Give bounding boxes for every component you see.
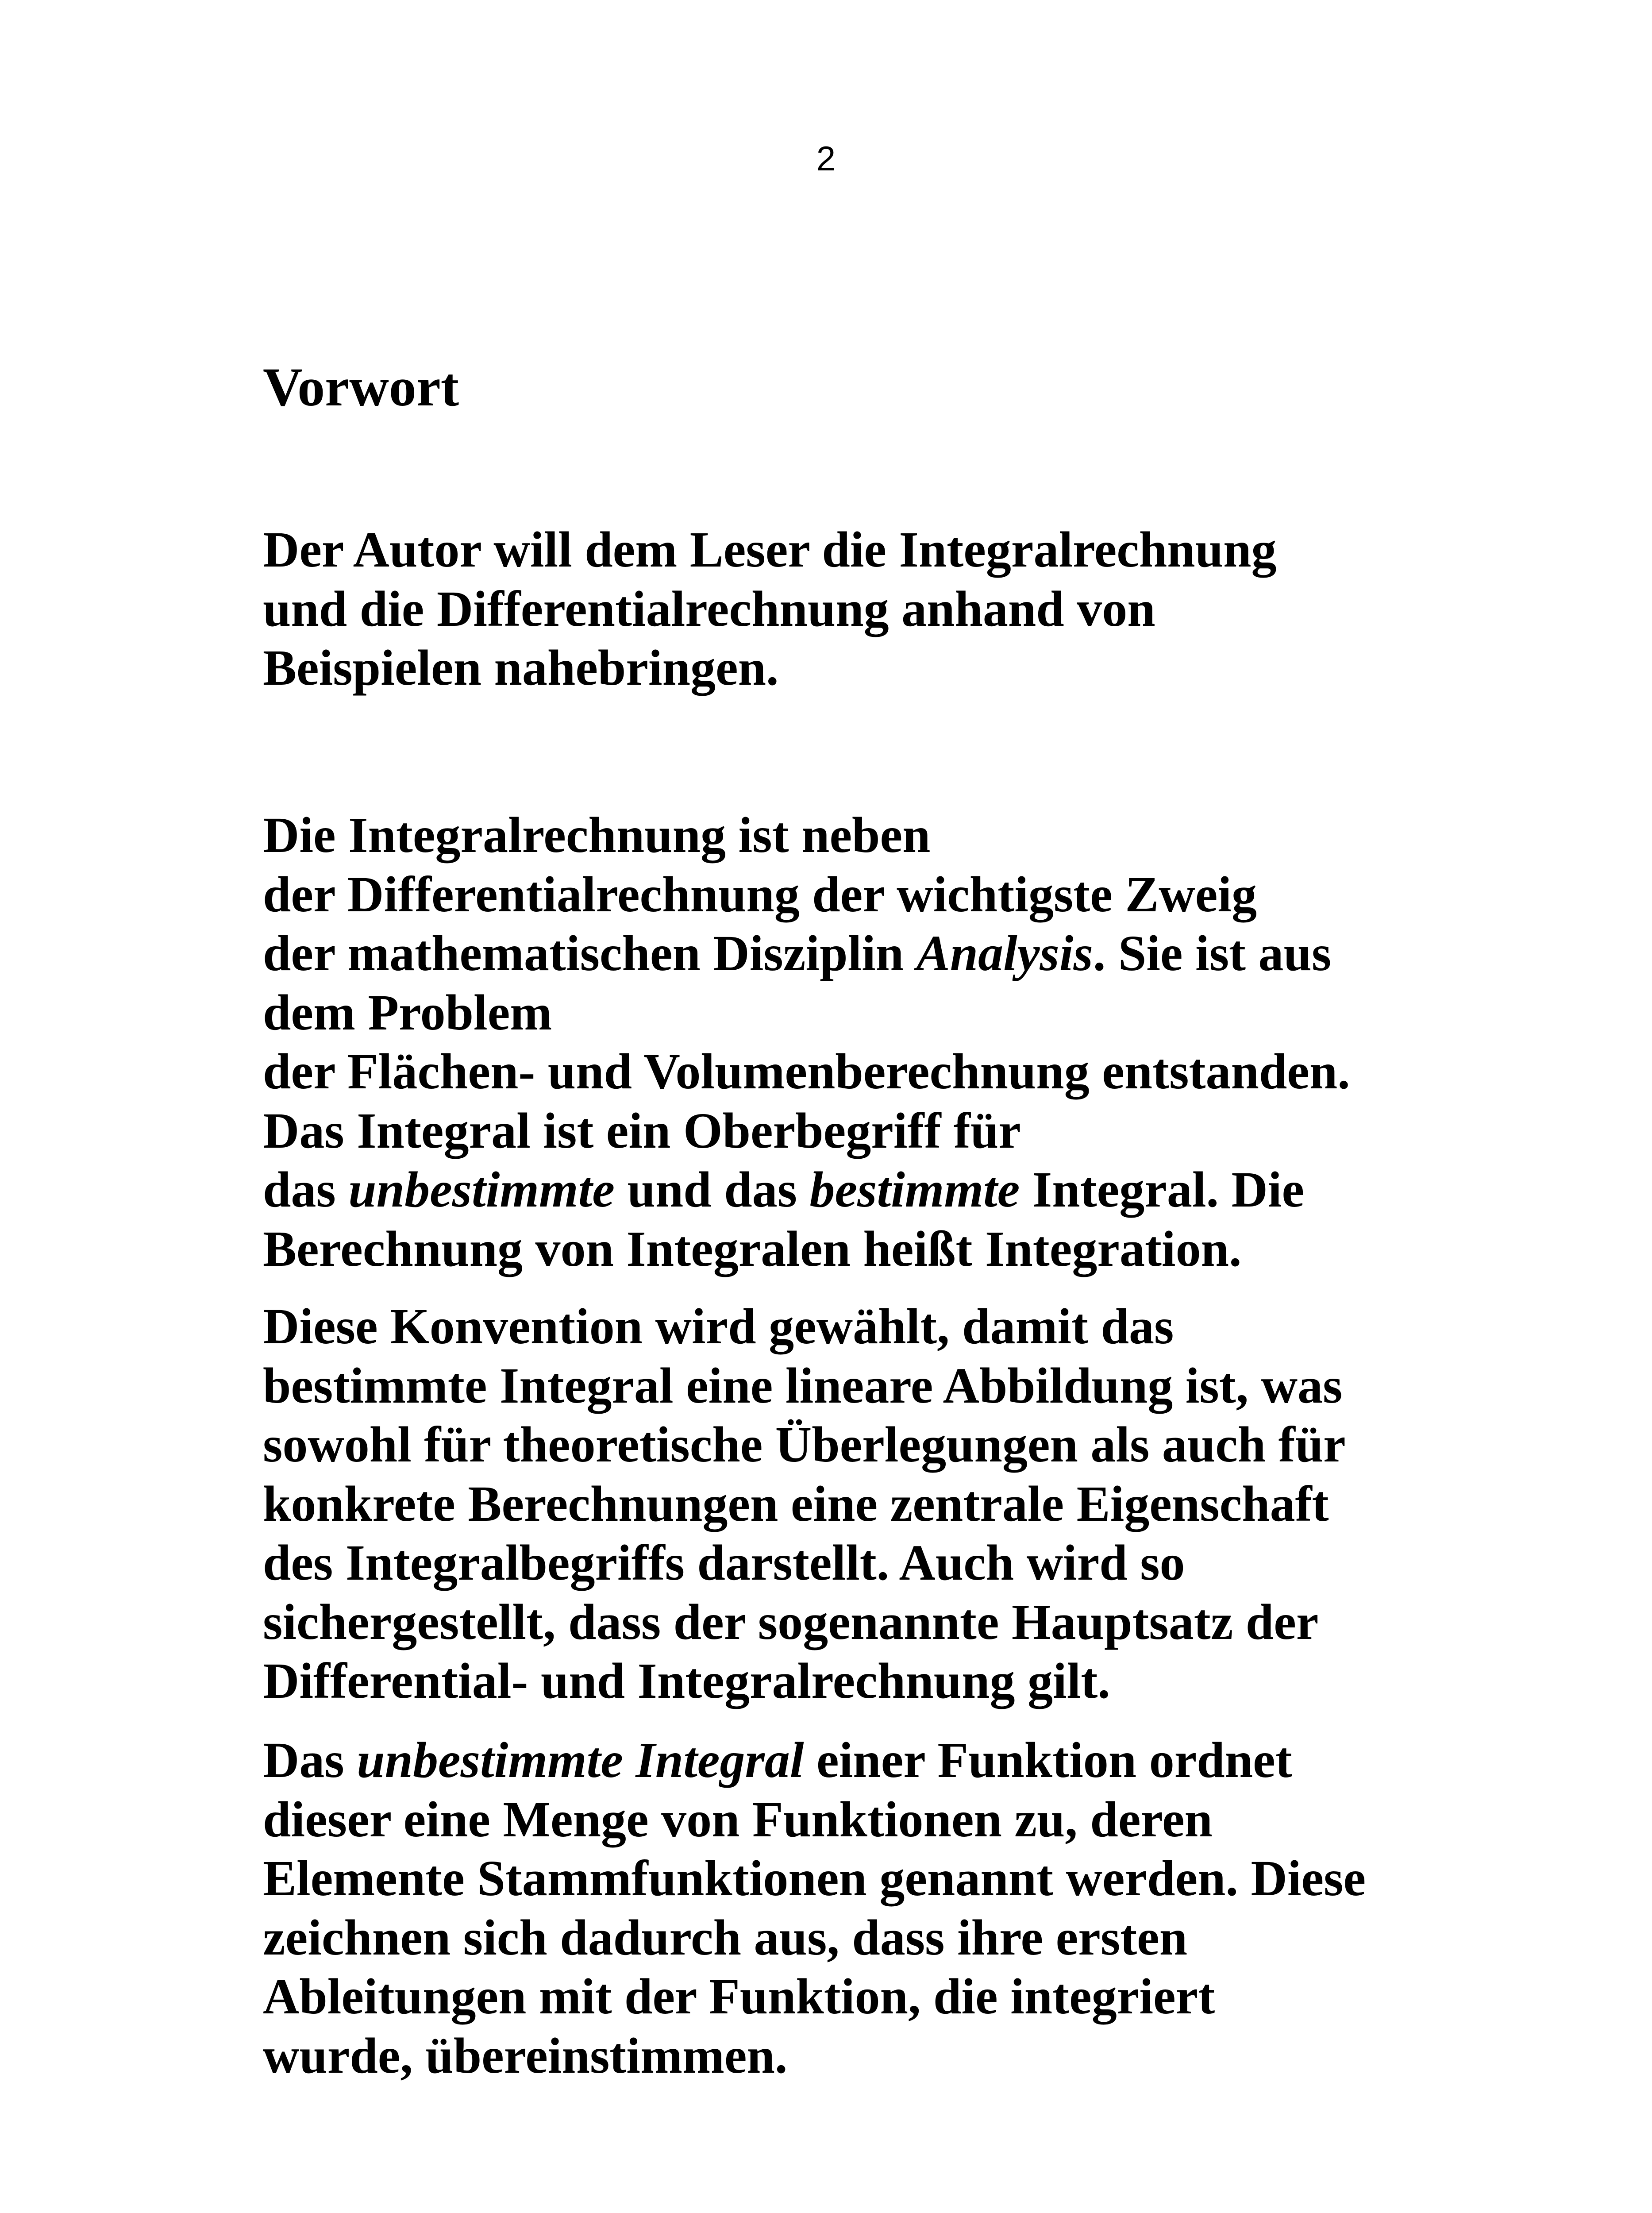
text-line: dieser eine Menge von Funktionen zu, deren	[263, 1791, 1213, 1847]
text-line: Der Autor will dem Leser die Integralrechnung	[263, 521, 1277, 578]
text-line: zeichnen sich dadurch aus, dass ihre ersten	[263, 1909, 1188, 1966]
text-run: Integral. Die	[1020, 1161, 1305, 1218]
text-line	[263, 1160, 1350, 1219]
text-line: Die Integralrechnung ist neben	[263, 807, 931, 863]
italic-term-analysis: Analysis	[916, 925, 1093, 981]
text-line: und die Differentialrechnung anhand von	[263, 580, 1155, 637]
text-line	[263, 924, 1350, 983]
italic-term-unbestimmtes-integral: unbestimmte Integral	[357, 1732, 804, 1788]
page-number: 2	[816, 139, 836, 178]
text-line: dem Problem	[263, 984, 552, 1041]
text-line: Das Integral ist ein Oberbegriff für	[263, 1102, 1021, 1159]
text-line: Diese Konvention wird gewählt, damit das	[263, 1298, 1174, 1354]
text-line: der Differentialrechnung der wichtigste Zweig	[263, 866, 1257, 922]
text-run: und das	[615, 1161, 810, 1218]
paragraph-integral-definition	[263, 806, 1350, 1278]
text-line: sichergestellt, dass der sogenannte Hauptsatz der	[263, 1593, 1319, 1650]
text-line: bestimmte Integral eine lineare Abbildung ist, was	[263, 1357, 1343, 1414]
text-line: Beispielen nahebringen.	[263, 640, 779, 696]
text-line: Ableitungen mit der Funktion, die integriert	[263, 1968, 1215, 2024]
text-line: konkrete Berechnungen eine zentrale Eigenschaft	[263, 1475, 1329, 1532]
text-line: Differential- und Integralrechnung gilt.	[263, 1653, 1110, 1709]
text-line: Berechnung von Integralen heißt Integration.	[263, 1220, 1242, 1277]
text-run: Das	[263, 1732, 357, 1788]
text-run: das	[263, 1161, 349, 1218]
paragraph-indefinite-integral	[263, 1731, 1366, 2085]
text-line: Elemente Stammfunktionen genannt werden. Diese	[263, 1850, 1366, 1906]
italic-term-unbestimmte: unbestimmte	[348, 1161, 615, 1218]
paragraph-intro	[263, 520, 1276, 698]
text-line	[263, 1731, 1366, 1790]
text-line: des Integralbegriffs darstellt. Auch wird so	[263, 1534, 1185, 1591]
paragraph-convention	[263, 1297, 1346, 1711]
text-line: sowohl für theoretische Überlegungen als auch für	[263, 1416, 1346, 1473]
text-run: einer Funktion ordnet	[804, 1732, 1292, 1788]
text-line: wurde, übereinstimmen.	[263, 2027, 788, 2084]
text-run: der mathematischen Disziplin	[263, 925, 916, 981]
text-line: der Flächen- und Volumenberechnung entstanden.	[263, 1043, 1350, 1099]
text-run: . Sie ist aus	[1093, 925, 1332, 981]
italic-term-bestimmte: bestimmte	[809, 1161, 1020, 1218]
page-heading: Vorwort	[263, 357, 459, 417]
